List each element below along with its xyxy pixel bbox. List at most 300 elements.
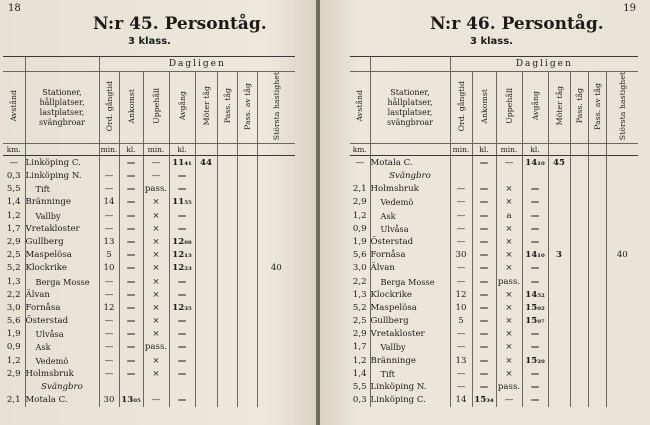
cell-avgang: [169, 380, 195, 393]
cell-avgang: —: [169, 314, 195, 327]
cell-storsta: [606, 341, 638, 354]
cell-gangtid: —: [99, 209, 119, 222]
table-row: [350, 301, 638, 314]
cell-ankomst: —: [472, 275, 496, 288]
cell-pass-tag: [217, 209, 237, 222]
cell-uppehall: ×: [143, 301, 169, 314]
cell-moter: [548, 183, 570, 196]
cell-gangtid: [99, 380, 119, 393]
cell-pass-tag: [217, 235, 237, 248]
cell-station: Vretakloster: [370, 328, 450, 341]
cell-uppehall: pass.: [497, 382, 521, 392]
cell-uppehall: ×: [143, 249, 169, 262]
cell-km: 2,9: [352, 329, 367, 340]
cell-avgang: —: [169, 394, 195, 407]
cell-uppehall: ×: [143, 235, 169, 248]
cell-km: 1,7: [352, 342, 367, 353]
cell-avgang: —: [169, 275, 195, 288]
cell-km: 5,2: [352, 302, 367, 313]
cell-pass-tag: [570, 394, 588, 407]
cell-km: 2,2: [352, 276, 367, 287]
cell-km: 0,9: [352, 223, 367, 234]
cell-moter: [195, 196, 217, 209]
cell-storsta: [257, 156, 295, 170]
cell-km: 1,9: [352, 236, 367, 247]
cell-pass-tag: [217, 380, 237, 393]
cell-pass-av-tag: [588, 275, 606, 288]
cell-pass-tag: [570, 380, 588, 393]
cell-station: Ask: [25, 341, 99, 354]
cell-avgang: —: [522, 196, 548, 209]
cell-storsta: [606, 367, 638, 380]
cell-storsta: [606, 156, 638, 170]
col-storsta-hastighet: Största hastighet: [257, 72, 295, 144]
cell-storsta: [257, 380, 295, 393]
cell-avgang: —: [169, 169, 195, 182]
cell-avgang: —: [522, 394, 548, 407]
table-row: [350, 314, 638, 327]
cell-avgang: 12₁₃: [169, 249, 195, 262]
cell-avgang: —: [169, 341, 195, 354]
cell-km: 2,9: [6, 368, 21, 379]
table-row: [3, 354, 295, 367]
unit-min: min.: [496, 144, 522, 156]
cell-pass-tag: [217, 249, 237, 262]
stationer-line: Stationer,: [42, 87, 82, 97]
train-title: N:r 45. Persontåg.: [93, 14, 267, 34]
table-row: [350, 394, 638, 407]
cell-avgang: —: [169, 183, 195, 196]
cell-uppehall: ×: [496, 328, 522, 341]
cell-moter: [548, 196, 570, 209]
stationer-line: lastplatser,: [387, 107, 433, 117]
cell-station: Gullberg: [370, 314, 450, 327]
cell-ankomst: —: [472, 367, 496, 380]
cell-avgang: —: [522, 367, 548, 380]
table-row: [3, 249, 295, 262]
cell-pass-av-tag: [237, 288, 257, 301]
col-ankomst: Ankomst: [472, 72, 496, 144]
col-ord-gangtid: Ord. gångtid: [99, 72, 119, 144]
cell-km: 1,4: [6, 197, 21, 208]
cell-moter: [195, 249, 217, 262]
cell-moter: 3: [548, 249, 570, 262]
cell-pass-av-tag: [237, 196, 257, 209]
table-row: [350, 354, 638, 367]
cell-pass-tag: [570, 275, 588, 288]
cell-km: 2,5: [6, 250, 21, 261]
cell-pass-tag: [570, 222, 588, 235]
cell-pass-tag: [570, 235, 588, 248]
cell-pass-av-tag: [588, 249, 606, 262]
cell-station: Tift: [25, 183, 99, 196]
table-row: [350, 183, 638, 196]
cell-station: Ask: [370, 209, 450, 222]
cell-storsta: [606, 354, 638, 367]
cell-station: Linköping C.: [370, 394, 450, 407]
table-row: [3, 288, 295, 301]
cell-pass-av-tag: [588, 394, 606, 407]
cell-moter: [195, 262, 217, 275]
cell-uppehall: —: [496, 156, 522, 170]
cell-gangtid: 30: [99, 394, 119, 407]
cell-station: Bränninge: [25, 196, 99, 209]
cell-ankomst: —: [472, 249, 496, 262]
cell-pass-av-tag: [588, 288, 606, 301]
cell-ankomst: —: [119, 354, 143, 367]
cell-station: Klockrike: [370, 288, 450, 301]
cell-moter: [195, 314, 217, 327]
cell-station: Linköping C.: [25, 156, 99, 170]
unit-kl: kl.: [522, 144, 548, 156]
cell-moter: [195, 328, 217, 341]
table-row: [3, 367, 295, 380]
cell-gangtid: 12: [450, 288, 472, 301]
cell-station: Linköping N.: [25, 169, 99, 182]
cell-uppehall: ×: [143, 288, 169, 301]
cell-km: 2,5: [352, 316, 367, 327]
cell-uppehall: ×: [496, 222, 522, 235]
cell-km: 5,6: [352, 250, 367, 261]
cell-station: Fornåsa: [25, 301, 99, 314]
cell-gangtid: —: [99, 341, 119, 354]
cell-uppehall: ×: [143, 314, 169, 327]
unit-blank: [588, 144, 606, 156]
cell-gangtid: 14: [450, 394, 472, 407]
table-row: [350, 288, 638, 301]
cell-station: Österstad: [370, 235, 450, 248]
cell-uppehall: ×: [143, 222, 169, 235]
cell-storsta: [257, 314, 295, 327]
cell-moter: [195, 301, 217, 314]
cell-storsta: [606, 222, 638, 235]
cell-gangtid: 5: [450, 314, 472, 327]
cell-ankomst: —: [119, 367, 143, 380]
col-storsta-hastighet: Största hastighet: [606, 72, 638, 144]
cell-moter: [195, 354, 217, 367]
cell-uppehall: ×: [496, 314, 522, 327]
cell-pass-av-tag: [237, 301, 257, 314]
cell-ankomst: —: [119, 314, 143, 327]
cell-moter: [548, 288, 570, 301]
cell-pass-tag: [570, 156, 588, 170]
cell-uppehall: [496, 169, 522, 182]
cell-gangtid: —: [450, 183, 472, 196]
col-stationer: [370, 72, 450, 144]
cell-gangtid: —: [99, 183, 119, 196]
stationer-spacer: [370, 57, 450, 72]
stationer-line: svängbroar: [38, 117, 86, 127]
cell-gangtid: —: [99, 328, 119, 341]
cell-pass-tag: [217, 262, 237, 275]
cell-gangtid: 12: [99, 301, 119, 314]
cell-gangtid: [450, 169, 472, 182]
table-row: [3, 314, 295, 327]
cell-station: Holmsbruk: [370, 183, 450, 196]
cell-pass-tag: [570, 209, 588, 222]
cell-pass-av-tag: [237, 328, 257, 341]
cell-pass-tag: [570, 314, 588, 327]
cell-avgang: —: [169, 209, 195, 222]
cell-moter: [548, 341, 570, 354]
cell-avgang: 15₀₇: [522, 314, 548, 327]
cell-gangtid: [99, 156, 119, 170]
table-row: [350, 196, 638, 209]
cell-storsta: [257, 183, 295, 196]
cell-storsta: [257, 394, 295, 407]
cell-avgang: 15₂₀: [522, 354, 548, 367]
cell-pass-tag: [570, 341, 588, 354]
cell-uppehall: ×: [496, 341, 522, 354]
table-row: [3, 275, 295, 288]
cell-ankomst: —: [119, 196, 143, 209]
table-row: [3, 209, 295, 222]
cell-pass-av-tag: [237, 262, 257, 275]
table-row: [3, 183, 295, 196]
cell-station: Maspelösa: [370, 301, 450, 314]
cell-uppehall: ×: [143, 262, 169, 275]
cell-moter: [548, 169, 570, 182]
unit-km: km.: [3, 144, 25, 156]
cell-pass-av-tag: [588, 196, 606, 209]
cell-ankomst: 13₀₅: [119, 394, 143, 407]
cell-pass-av-tag: [237, 341, 257, 354]
cell-station: Vedemö: [25, 354, 99, 367]
cell-storsta: 40: [606, 249, 638, 262]
right-page: [320, 0, 650, 425]
cell-uppehall: a: [496, 209, 522, 222]
table-row: [350, 209, 638, 222]
avstand-spacer: [350, 57, 370, 72]
cell-gangtid: 13: [450, 354, 472, 367]
cell-ankomst: 15₃₄: [472, 394, 496, 407]
unit-min: min.: [143, 144, 169, 156]
col-stationer: [25, 72, 99, 144]
cell-storsta: [606, 314, 638, 327]
cell-station: Berga Mosse: [25, 275, 99, 288]
cell-avgang: —: [522, 222, 548, 235]
cell-storsta: [606, 196, 638, 209]
cell-pass-av-tag: [588, 209, 606, 222]
cell-pass-tag: [570, 183, 588, 196]
table-row: [3, 328, 295, 341]
cell-km: 1,2: [352, 210, 367, 221]
cell-ankomst: —: [119, 183, 143, 196]
cell-pass-tag: [217, 341, 237, 354]
unit-kl: kl.: [472, 144, 496, 156]
stationer-line: hållplatser,: [387, 97, 433, 107]
cell-avgang: —: [522, 183, 548, 196]
cell-pass-av-tag: [588, 262, 606, 275]
table-row: [3, 341, 295, 354]
cell-km: 0,3: [6, 171, 21, 181]
cell-pass-tag: [217, 156, 237, 170]
cell-km: —: [350, 156, 370, 170]
cell-storsta: [257, 169, 295, 182]
cell-gangtid: —: [450, 341, 472, 354]
timetable: [3, 56, 295, 407]
cell-km: 2,1: [352, 184, 367, 195]
table-row: [350, 367, 638, 380]
stationer-line: Stationer,: [390, 87, 430, 97]
cell-storsta: [257, 222, 295, 235]
cell-km: 1,4: [352, 368, 367, 379]
cell-ankomst: —: [119, 288, 143, 301]
cell-avgang: —: [522, 380, 548, 393]
cell-uppehall: —: [496, 394, 522, 407]
cell-km: 1,2: [6, 210, 21, 221]
unit-blank: [217, 144, 237, 156]
cell-uppehall: ×: [496, 301, 522, 314]
table-row: [350, 249, 638, 262]
cell-storsta: [257, 354, 295, 367]
cell-km: 5,5: [6, 184, 21, 195]
cell-gangtid: 13: [99, 235, 119, 248]
cell-moter: [195, 288, 217, 301]
cell-storsta: [606, 275, 638, 288]
table-row: [3, 262, 295, 275]
cell-ankomst: —: [119, 262, 143, 275]
table-row: [350, 341, 638, 354]
cell-station: Vallby: [25, 209, 99, 222]
cell-ankomst: —: [472, 156, 496, 170]
cell-pass-tag: [217, 301, 237, 314]
cell-uppehall: ×: [496, 354, 522, 367]
cell-km: 3,0: [6, 302, 21, 313]
cell-uppehall: ×: [496, 249, 522, 262]
col-avstand: Avstånd: [350, 72, 370, 144]
cell-moter: [548, 222, 570, 235]
table-row: [350, 380, 638, 393]
cell-pass-av-tag: [588, 169, 606, 182]
cell-km: 5,2: [6, 263, 21, 274]
cell-km: 5,6: [6, 316, 21, 327]
cell-storsta: [257, 209, 295, 222]
cell-moter: 45: [548, 156, 570, 170]
cell-km: 2,2: [6, 289, 21, 300]
table-row: [350, 275, 638, 288]
cell-gangtid: —: [450, 328, 472, 341]
cell-km: 1,3: [6, 276, 21, 287]
cell-ankomst: —: [472, 183, 496, 196]
col-uppehall: Uppehåll: [143, 72, 169, 144]
cell-storsta: [606, 169, 638, 182]
cell-pass-tag: [217, 367, 237, 380]
cell-pass-av-tag: [588, 354, 606, 367]
unit-blank: [606, 144, 638, 156]
unit-kl: kl.: [119, 144, 143, 156]
cell-gangtid: —: [99, 314, 119, 327]
train-class: 3 klass.: [128, 36, 171, 47]
table-row: [3, 156, 295, 170]
cell-gangtid: 10: [450, 301, 472, 314]
cell-pass-av-tag: [237, 380, 257, 393]
dagligen-header: Dagligen: [99, 57, 295, 72]
cell-ankomst: —: [472, 380, 496, 393]
unit-blank: [370, 144, 450, 156]
cell-storsta: [606, 328, 638, 341]
cell-moter: [548, 354, 570, 367]
cell-pass-tag: [570, 262, 588, 275]
cell-km: [3, 380, 25, 393]
cell-pass-tag: [570, 249, 588, 262]
cell-ankomst: —: [119, 235, 143, 248]
unit-min: min.: [450, 144, 472, 156]
dagligen-header: Dagligen: [450, 57, 638, 72]
cell-moter: [548, 301, 570, 314]
cell-moter: [548, 328, 570, 341]
train-class: 3 klass.: [470, 36, 513, 47]
cell-gangtid: 10: [99, 262, 119, 275]
col-pass-av-tag: Pass. av tåg: [237, 72, 257, 144]
cell-avgang: 14₁₀: [522, 156, 548, 170]
col-avgang: Avgång: [522, 72, 548, 144]
cell-avgang: —: [522, 235, 548, 248]
cell-avgang: —: [169, 222, 195, 235]
cell-storsta: [606, 235, 638, 248]
cell-moter: [195, 169, 217, 182]
col-moter-tag: Möter tåg: [195, 72, 217, 144]
cell-moter: [195, 222, 217, 235]
cell-station: Fornåsa: [370, 249, 450, 262]
cell-station: Gullberg: [25, 235, 99, 248]
cell-ankomst: —: [472, 354, 496, 367]
cell-uppehall: ×: [143, 328, 169, 341]
unit-blank: [548, 144, 570, 156]
cell-avgang: —: [522, 341, 548, 354]
col-pass-av-tag: Pass. av tåg: [588, 72, 606, 144]
cell-pass-av-tag: [237, 222, 257, 235]
unit-blank: [237, 144, 257, 156]
cell-avgang: 12₃₅: [169, 301, 195, 314]
cell-ankomst: —: [472, 262, 496, 275]
cell-station: Maspelösa: [25, 249, 99, 262]
cell-avgang: 14₁₀: [522, 249, 548, 262]
cell-moter: [195, 394, 217, 407]
cell-pass-av-tag: [237, 394, 257, 407]
cell-gangtid: —: [450, 209, 472, 222]
cell-uppehall: ×: [496, 183, 522, 196]
cell-pass-av-tag: [588, 183, 606, 196]
cell-station: Svängbro: [370, 169, 450, 182]
cell-avgang: —: [522, 209, 548, 222]
cell-storsta: [257, 367, 295, 380]
cell-pass-av-tag: [237, 209, 257, 222]
avstand-spacer: [3, 57, 25, 72]
cell-station: Motala C.: [25, 394, 99, 407]
cell-gangtid: —: [450, 367, 472, 380]
cell-pass-tag: [217, 196, 237, 209]
cell-pass-av-tag: [237, 183, 257, 196]
cell-km: 1,9: [6, 329, 21, 340]
unit-min: min.: [100, 145, 118, 155]
cell-storsta: [257, 235, 295, 248]
cell-uppehall: ×: [143, 367, 169, 380]
cell-station: Älvan: [25, 288, 99, 301]
cell-ankomst: —: [119, 301, 143, 314]
cell-moter: [548, 314, 570, 327]
cell-km: 0,3: [352, 395, 367, 406]
cell-uppehall: —: [143, 156, 169, 170]
cell-gangtid: —: [99, 288, 119, 301]
cell-station: Vedemö: [370, 196, 450, 209]
cell-gangtid: —: [99, 222, 119, 235]
cell-storsta: [606, 301, 638, 314]
cell-pass-av-tag: [588, 380, 606, 393]
stationer-line: lastplatser,: [39, 107, 85, 117]
cell-storsta: [606, 288, 638, 301]
cell-avgang: 15₀₂: [522, 301, 548, 314]
